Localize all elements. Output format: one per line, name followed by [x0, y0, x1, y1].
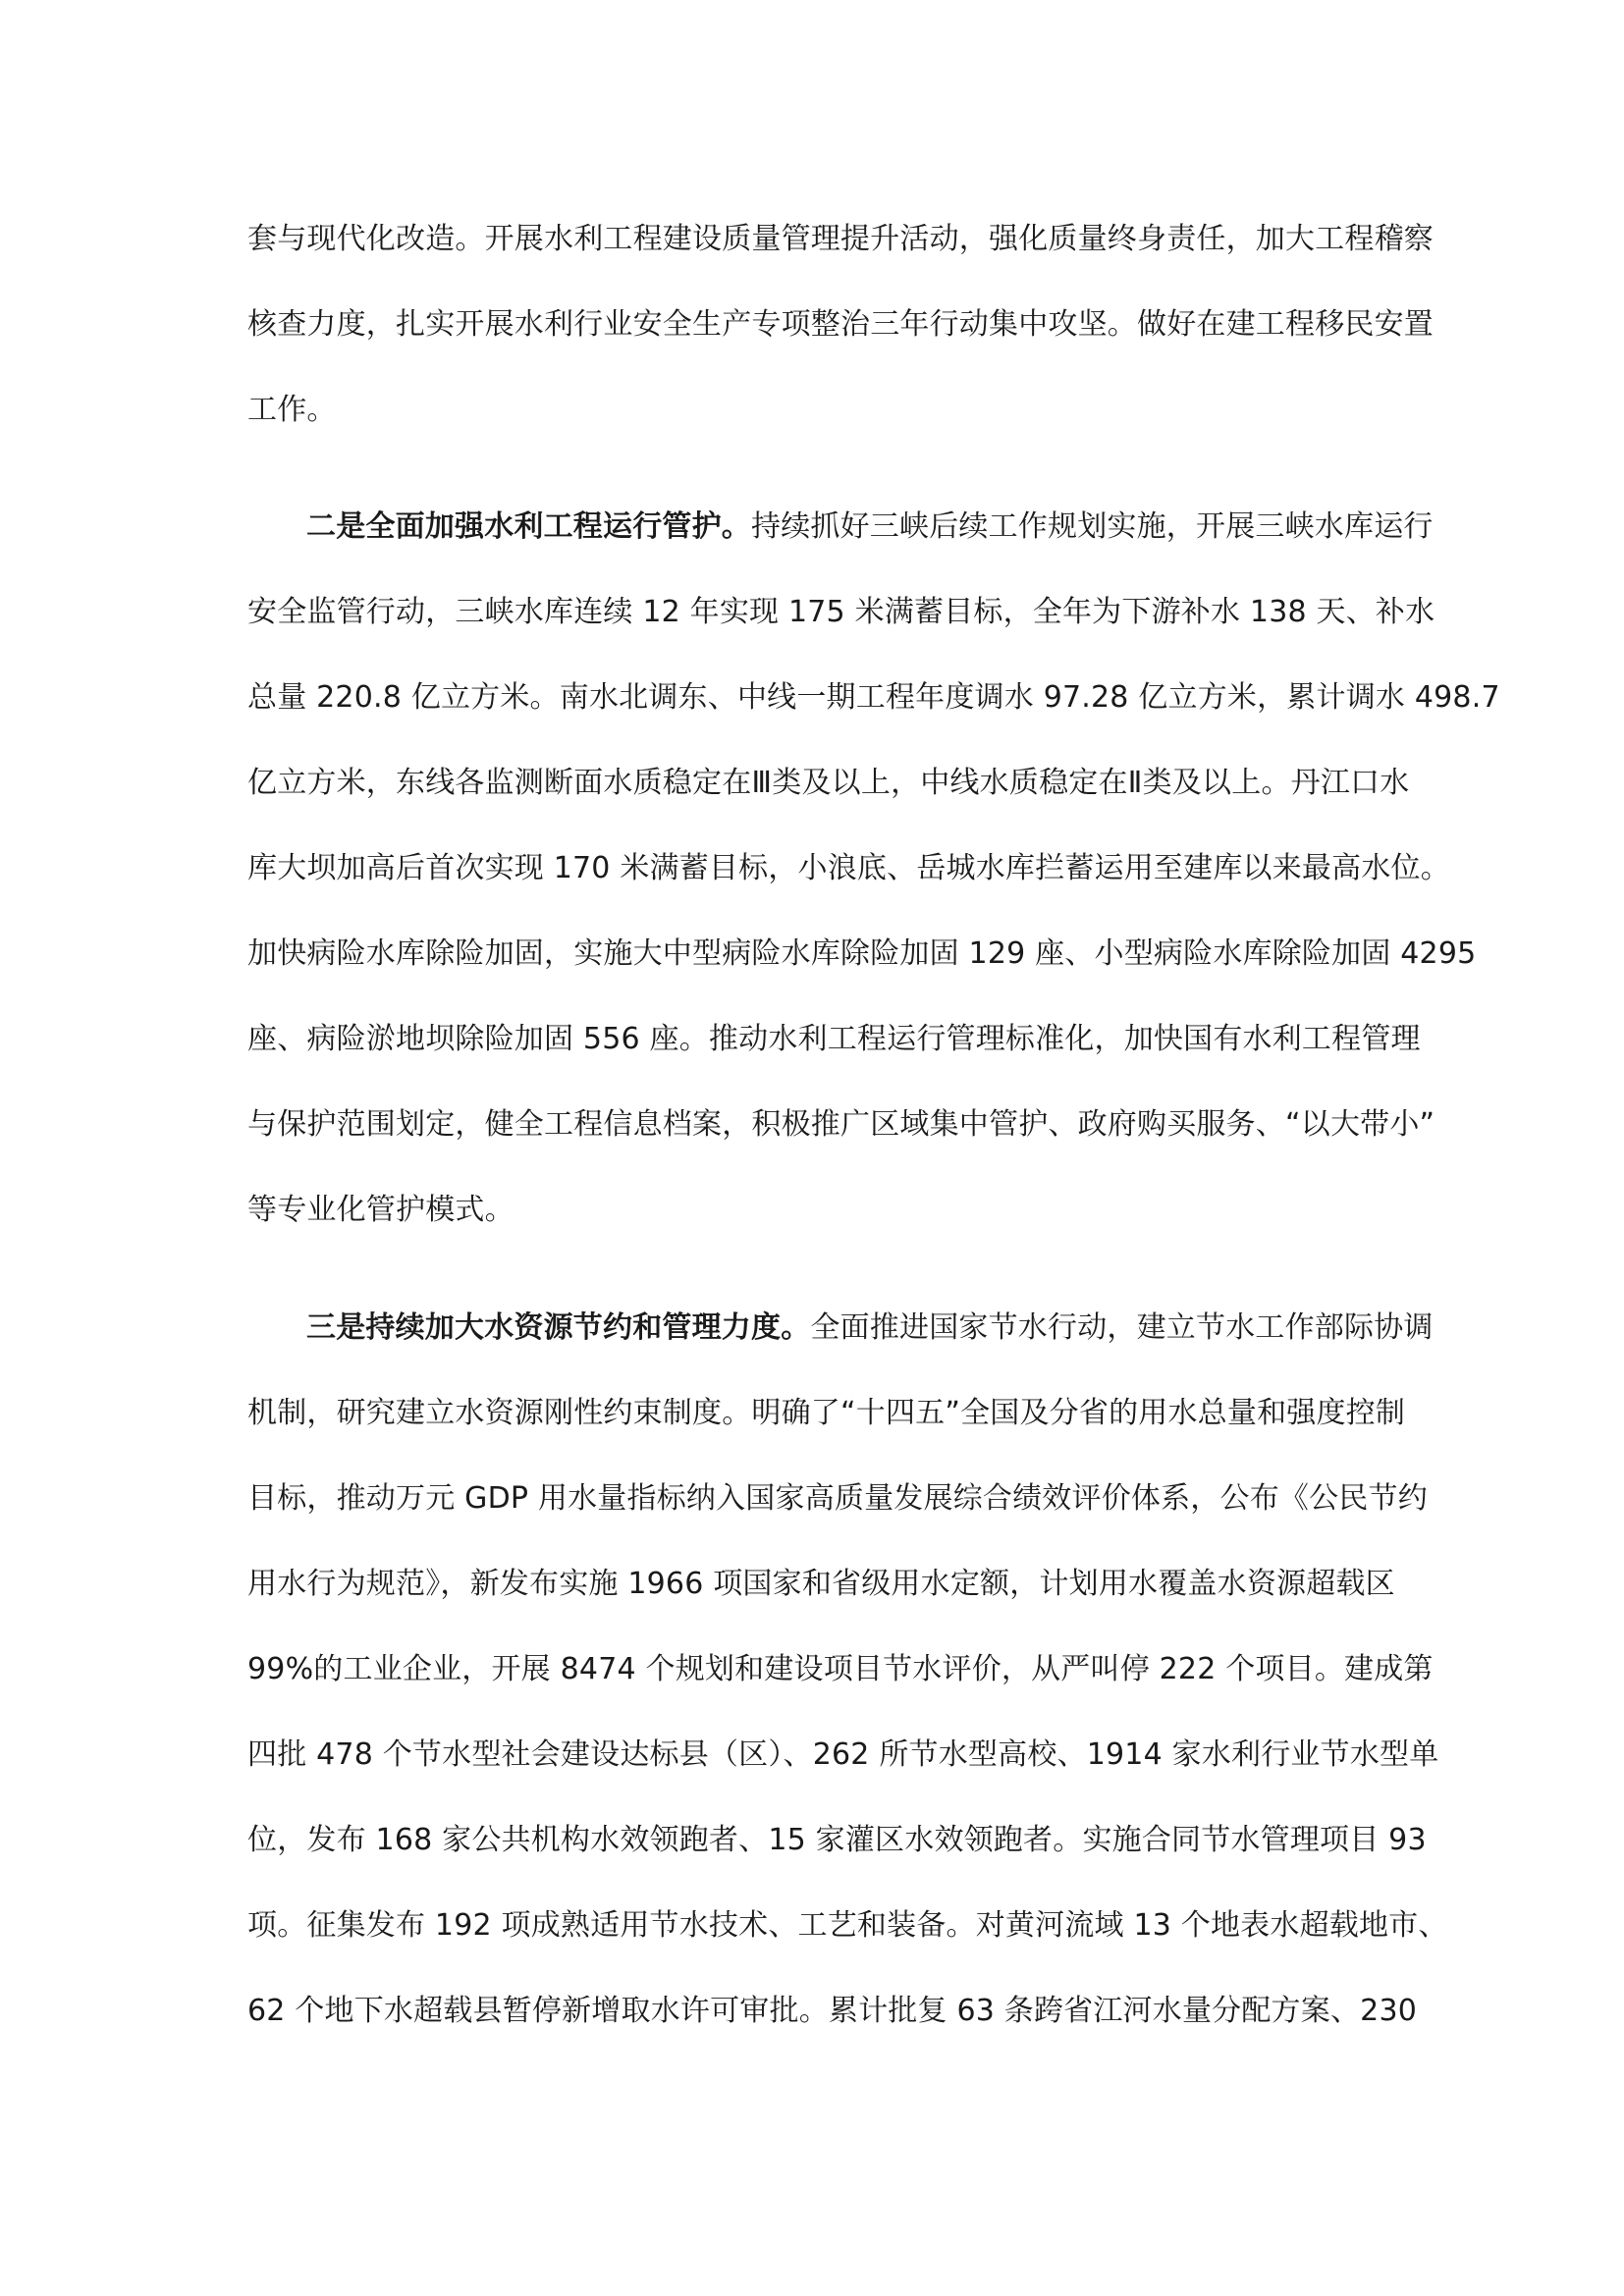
paragraph-2-heading: 二是全面加强水利工程运行管护。	[306, 509, 751, 544]
paragraph-3-line-1-text: 全面推进国家节水行动，建立节水工作部际协调	[810, 1310, 1434, 1345]
paragraph-1-line-3: 工作。	[247, 393, 337, 427]
paragraph-3-line-6: 四批 478 个节水型社会建设达标县（区）、262 所节水型高校、1914 家水利行业节水型单	[247, 1737, 1439, 1772]
paragraph-2-line-9: 等专业化管护模式。	[247, 1193, 514, 1227]
paragraph-2-line-3: 总量 220.8 亿立方米。南水北调东、中线一期工程年度调水 97.28 亿立方米，累计调水 498.7	[247, 680, 1500, 715]
paragraph-3-line-4: 用水行为规范》，新发布实施 1966 项国家和省级用水定额，计划用水覆盖水资源超载区	[247, 1567, 1395, 1601]
paragraph-3-line-9: 62 个地下水超载县暂停新增取水许可审批。累计批复 63 条跨省江河水量分配方案、230	[247, 1994, 1418, 2028]
paragraph-2-line-8: 与保护范围划定，健全工程信息档案，积极推广区域集中管护、政府购买服务、“以大带小”	[247, 1107, 1435, 1142]
paragraph-2-line-4: 亿立方米，东线各监测断面水质稳定在Ⅲ类及以上，中线水质稳定在Ⅱ类及以上。丹江口水	[247, 766, 1410, 800]
paragraph-1-line-1: 套与现代化改造。开展水利工程建设质量管理提升活动，强化质量终身责任，加大工程稽察	[247, 222, 1434, 256]
paragraph-3-line-8: 项。征集发布 192 项成熟适用节水技术、工艺和装备。对黄河流域 13 个地表水超载地市、	[247, 1908, 1448, 1943]
paragraph-2-line-6: 加快病险水库除险加固，实施大中型病险水库除险加固 129 座、小型病险水库除险加固 4295	[247, 936, 1477, 971]
paragraph-3-heading: 三是持续加大水资源节约和管理力度。	[306, 1310, 811, 1345]
paragraph-3-line-5: 99%的工业企业，开展 8474 个规划和建设项目节水评价，从严叫停 222 个项目。建成第	[247, 1652, 1434, 1686]
paragraph-3-line-3: 目标，推动万元 GDP 用水量指标纳入国家高质量发展综合绩效评价体系，公布《公民节约	[247, 1481, 1428, 1516]
paragraph-3-line-7: 位，发布 168 家公共机构水效领跑者、15 家灌区水效领跑者。实施合同节水管理项目 93	[247, 1823, 1427, 1857]
paragraph-3-line-2: 机制，研究建立水资源刚性约束制度。明确了“十四五”全国及分省的用水总量和强度控制	[247, 1396, 1406, 1430]
paragraph-3-line-1	[306, 1308, 1434, 1348]
paragraph-2-line-5: 库大坝加高后首次实现 170 米满蓄目标，小浪底、岳城水库拦蓄运用至建库以来最高水位。	[247, 851, 1450, 885]
paragraph-2-line-2: 安全监管行动，三峡水库连续 12 年实现 175 米满蓄目标，全年为下游补水 138 天、补水	[247, 595, 1435, 629]
paragraph-2-line-1-text: 持续抓好三峡后续工作规划实施，开展三峡水库运行	[751, 509, 1434, 544]
paragraph-2-line-7: 座、病险淤地坝除险加固 556 座。推动水利工程运行管理标准化，加快国有水利工程管理	[247, 1022, 1421, 1056]
paragraph-1-line-2: 核查力度，扎实开展水利行业安全生产专项整治三年行动集中攻坚。做好在建工程移民安置	[247, 307, 1434, 342]
paragraph-2-line-1	[306, 507, 1434, 547]
